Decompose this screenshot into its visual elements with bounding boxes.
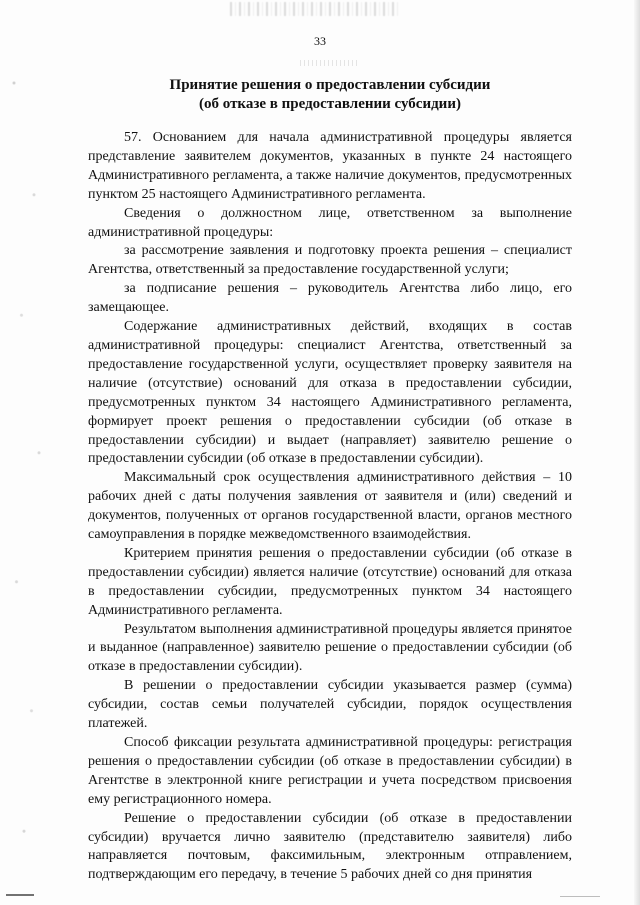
page-number: 33 (314, 34, 326, 48)
scan-artifact-top (230, 2, 400, 16)
paragraph-responsible-official: Сведения о должностном лице, ответственном за выполнение административной процедуры: (88, 205, 572, 240)
section-title (60, 76, 600, 114)
body-text (88, 129, 572, 885)
scan-mark-bottom-left (6, 894, 34, 896)
paragraph-result-recording: Способ фиксации результата административной процедуры: регистрация решения о предоставлении субсидии (об отказе в предоставлении субсидии) в Агентстве в электронной книге регистрации и учета посредством присвоения ему регистрационного номера. (88, 735, 572, 807)
paragraph-max-duration: Максимальный срок осуществления административного действия – 10 рабочих дней с даты получения заявления от заявителя и (или) сведений и документов, полученных от органов государственной власти, органов местного самоуправления в порядке межведомственного взаимодействия. (88, 470, 572, 543)
paragraph-procedure-content: Содержание административных действий, входящих в состав административной процедуры: специалист Агентства, ответственный за предоставление государственной услуги, осуществляет проверку заявителя на наличие (отсутствие) оснований для отказа в предоставлении субсидии, предусмотренных пунктом 34 настоящего Административного регламента, формирует проект решения о предоставлении субсидии (об отказе в предоставлении субсидии) и выдает (направляет) заявителю решение о предоставлении субсидии (об отказе в предоставлении субсидии). (88, 319, 572, 467)
paragraph-signing-responsibility: за подписание решения – руководитель Агентства либо лицо, его замещающее. (88, 281, 572, 316)
section-title-line-2: (об отказе в предоставлении субсидии) (199, 96, 461, 112)
section-title-line-1: Принятие решения о предоставлении субсидии (169, 77, 491, 93)
paragraph-57-basis: 57. Основанием для начала административной процедуры является представление заявителем документов, указанных в пункте 24 настоящего Административного регламента, а также наличие документов, предусмотренных пунктом 25 настоящего Административного регламента. (88, 130, 572, 202)
scan-edge-shadow (634, 0, 640, 905)
paragraph-decision-criterion: Критерием принятия решения о предоставлении субсидии (об отказе в предоставлении субсидии) является наличие (отсутствие) оснований для отказа в предоставлении субсидии, предусмотренных пунктом 34 настоящего Административного регламента. (88, 545, 572, 618)
paragraph-decision-contents: В решении о предоставлении субсидии указывается размер (сумма) субсидии, состав семьи получателей субсидии, порядок осуществления платежей. (88, 678, 572, 732)
paragraph-decision-delivery: Решение о предоставлении субсидии (об отказе в предоставлении субсидии) вручается лично заявителю (представителю заявителя) либо направляется почтовым, факсимильным, электронным отправлением, подтверждающим его передачу, в течение 5 рабочих дней со дня принятия (88, 810, 572, 883)
scan-mark-bottom-right (560, 896, 600, 897)
paragraph-procedure-result: Результатом выполнения административной процедуры является принятое и выданное (направленное) заявителю решение о предоставлении субсидии (об отказе в предоставлении субсидии). (88, 621, 572, 675)
scan-artifact-top-small (300, 60, 360, 66)
scan-specks-left (4, 40, 54, 900)
paragraph-review-responsibility: за рассмотрение заявления и подготовку проекта решения – специалист Агентства, ответственный за предоставление государственной услуги; (88, 243, 572, 278)
